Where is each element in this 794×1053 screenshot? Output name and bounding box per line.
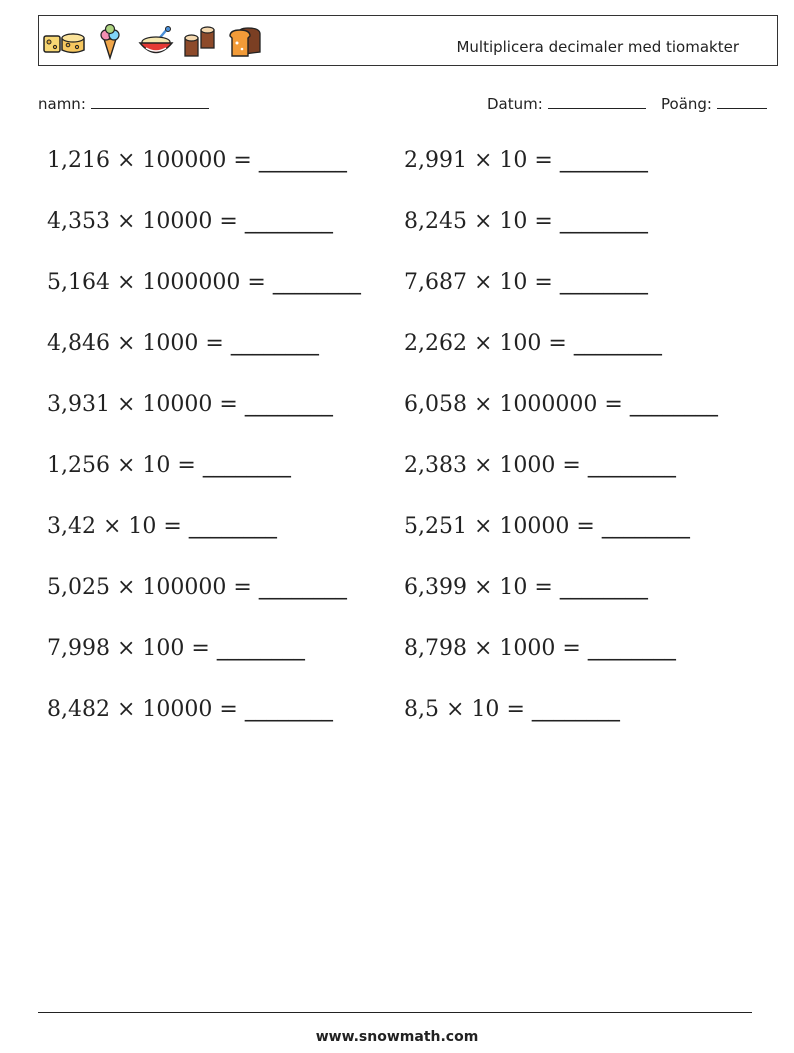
equals-sign: = xyxy=(534,575,553,600)
problem-item xyxy=(47,209,333,234)
multiply-sign: × xyxy=(116,697,136,722)
equals-sign: = xyxy=(219,209,238,234)
multiply-sign: × xyxy=(473,331,493,356)
problem-factor-a: 8,5 xyxy=(404,697,439,722)
problem-factor-b: 10000 xyxy=(142,697,213,722)
problem-factor-a: 5,251 xyxy=(404,514,467,539)
equals-sign: = xyxy=(506,697,525,722)
equals-sign: = xyxy=(534,270,553,295)
name-line xyxy=(91,94,209,109)
worksheet-header xyxy=(38,15,778,66)
problem-item xyxy=(47,514,277,539)
equals-sign: = xyxy=(247,270,266,295)
name-field xyxy=(38,94,209,113)
multiply-sign: × xyxy=(116,575,136,600)
problem-factor-b: 10 xyxy=(471,697,500,722)
answer-blank: ________ xyxy=(601,514,690,539)
problem-factor-a: 8,798 xyxy=(404,636,467,661)
answer-blank: ________ xyxy=(587,453,676,478)
equals-sign: = xyxy=(163,514,182,539)
equals-sign: = xyxy=(219,697,238,722)
cheese-icon xyxy=(43,28,85,56)
problem-item xyxy=(47,636,305,661)
problem-factor-a: 7,687 xyxy=(404,270,467,295)
chocolate-roll-icon xyxy=(183,26,217,58)
multiply-sign: × xyxy=(116,636,136,661)
multiply-sign: × xyxy=(473,636,493,661)
problem-item xyxy=(47,331,319,356)
problem-factor-a: 4,846 xyxy=(47,331,110,356)
problem-factor-b: 10 xyxy=(499,270,528,295)
equals-sign: = xyxy=(191,636,210,661)
answer-blank: ________ xyxy=(258,575,347,600)
multiply-sign: × xyxy=(116,453,136,478)
equals-sign: = xyxy=(205,331,224,356)
multiply-sign: × xyxy=(473,270,493,295)
answer-blank: ________ xyxy=(559,148,648,173)
answer-blank: ________ xyxy=(559,270,648,295)
multiply-sign: × xyxy=(473,392,493,417)
problem-item xyxy=(47,575,347,600)
problem-factor-b: 1000 xyxy=(499,453,556,478)
problem-factor-a: 7,998 xyxy=(47,636,110,661)
problem-factor-b: 100000 xyxy=(142,148,227,173)
equals-sign: = xyxy=(604,392,623,417)
equals-sign: = xyxy=(534,148,553,173)
problem-factor-b: 1000000 xyxy=(499,392,598,417)
answer-blank: ________ xyxy=(244,392,333,417)
problem-factor-b: 100000 xyxy=(142,575,227,600)
problem-factor-a: 8,245 xyxy=(404,209,467,234)
problem-item xyxy=(404,392,718,417)
problem-factor-b: 10000 xyxy=(499,514,570,539)
multiply-sign: × xyxy=(473,514,493,539)
problem-factor-b: 10 xyxy=(499,575,528,600)
equals-sign: = xyxy=(177,453,196,478)
problem-factor-a: 3,42 xyxy=(47,514,96,539)
answer-blank: ________ xyxy=(559,209,648,234)
problem-factor-a: 6,058 xyxy=(404,392,467,417)
answer-blank: ________ xyxy=(559,575,648,600)
problem-item xyxy=(404,514,690,539)
multiply-sign: × xyxy=(446,697,465,722)
equals-sign: = xyxy=(562,636,581,661)
equals-sign: = xyxy=(548,331,567,356)
problem-item xyxy=(47,453,291,478)
name-label: namn: xyxy=(38,95,86,113)
problem-item xyxy=(404,270,648,295)
answer-blank: ________ xyxy=(216,636,305,661)
problem-factor-a: 2,262 xyxy=(404,331,467,356)
equals-sign: = xyxy=(562,453,581,478)
ice-cream-cone-icon xyxy=(98,24,122,60)
answer-blank: ________ xyxy=(230,331,319,356)
problem-factor-b: 1000 xyxy=(142,331,199,356)
multiply-sign: × xyxy=(102,514,122,539)
equals-sign: = xyxy=(233,148,252,173)
multiply-sign: × xyxy=(116,392,136,417)
multiply-sign: × xyxy=(116,270,136,295)
problem-factor-a: 5,025 xyxy=(47,575,110,600)
multiply-sign: × xyxy=(116,148,136,173)
score-label: Poäng: xyxy=(661,95,712,113)
problem-item xyxy=(404,331,662,356)
problem-factor-a: 2,383 xyxy=(404,453,467,478)
problem-factor-b: 1000 xyxy=(499,636,556,661)
problem-item xyxy=(404,453,676,478)
problem-factor-b: 10000 xyxy=(142,209,213,234)
toast-icon xyxy=(228,26,264,58)
rice-bowl-icon xyxy=(138,26,174,58)
equals-sign: = xyxy=(233,575,252,600)
problem-factor-a: 5,164 xyxy=(47,270,110,295)
multiply-sign: × xyxy=(473,209,493,234)
answer-blank: ________ xyxy=(244,209,333,234)
problem-factor-b: 100 xyxy=(142,636,185,661)
problem-factor-b: 10 xyxy=(142,453,171,478)
answer-blank: ________ xyxy=(587,636,676,661)
footer-url: www.snowmath.com xyxy=(315,1029,479,1045)
answer-blank: ________ xyxy=(629,392,718,417)
multiply-sign: × xyxy=(473,148,493,173)
problem-factor-a: 8,482 xyxy=(47,697,110,722)
problem-item xyxy=(404,697,620,722)
problem-factor-b: 10 xyxy=(128,514,157,539)
problem-item xyxy=(47,270,361,295)
score-line xyxy=(717,94,767,109)
multiply-sign: × xyxy=(116,331,136,356)
problem-factor-b: 10 xyxy=(499,209,528,234)
problem-item xyxy=(47,148,347,173)
problem-factor-a: 3,931 xyxy=(47,392,110,417)
multiply-sign: × xyxy=(473,453,493,478)
problem-item xyxy=(404,209,648,234)
problem-factor-b: 10000 xyxy=(142,392,213,417)
equals-sign: = xyxy=(534,209,553,234)
problem-item xyxy=(47,392,333,417)
equals-sign: = xyxy=(219,392,238,417)
problem-factor-a: 1,216 xyxy=(47,148,110,173)
problem-factor-a: 4,353 xyxy=(47,209,110,234)
footer-divider xyxy=(38,1012,752,1013)
problem-factor-b: 10 xyxy=(499,148,528,173)
problem-factor-a: 2,991 xyxy=(404,148,467,173)
problem-item xyxy=(404,575,648,600)
problem-factor-b: 100 xyxy=(499,331,542,356)
equals-sign: = xyxy=(576,514,595,539)
score-field xyxy=(661,94,767,113)
worksheet-title: Multiplicera decimaler med tiomakter xyxy=(456,38,739,56)
answer-blank: ________ xyxy=(258,148,347,173)
problem-item xyxy=(404,148,648,173)
date-line xyxy=(548,94,646,109)
multiply-sign: × xyxy=(116,209,136,234)
problem-factor-a: 1,256 xyxy=(47,453,110,478)
multiply-sign: × xyxy=(473,575,493,600)
date-label: Datum: xyxy=(487,95,543,113)
problem-item xyxy=(47,697,333,722)
answer-blank: ________ xyxy=(244,697,333,722)
answer-blank: ________ xyxy=(531,697,620,722)
answer-blank: ________ xyxy=(188,514,277,539)
date-field xyxy=(487,94,646,113)
problem-item xyxy=(404,636,676,661)
answer-blank: ________ xyxy=(202,453,291,478)
answer-blank: ________ xyxy=(573,331,662,356)
answer-blank: ________ xyxy=(272,270,361,295)
problem-factor-b: 1000000 xyxy=(142,270,241,295)
problem-factor-a: 6,399 xyxy=(404,575,467,600)
